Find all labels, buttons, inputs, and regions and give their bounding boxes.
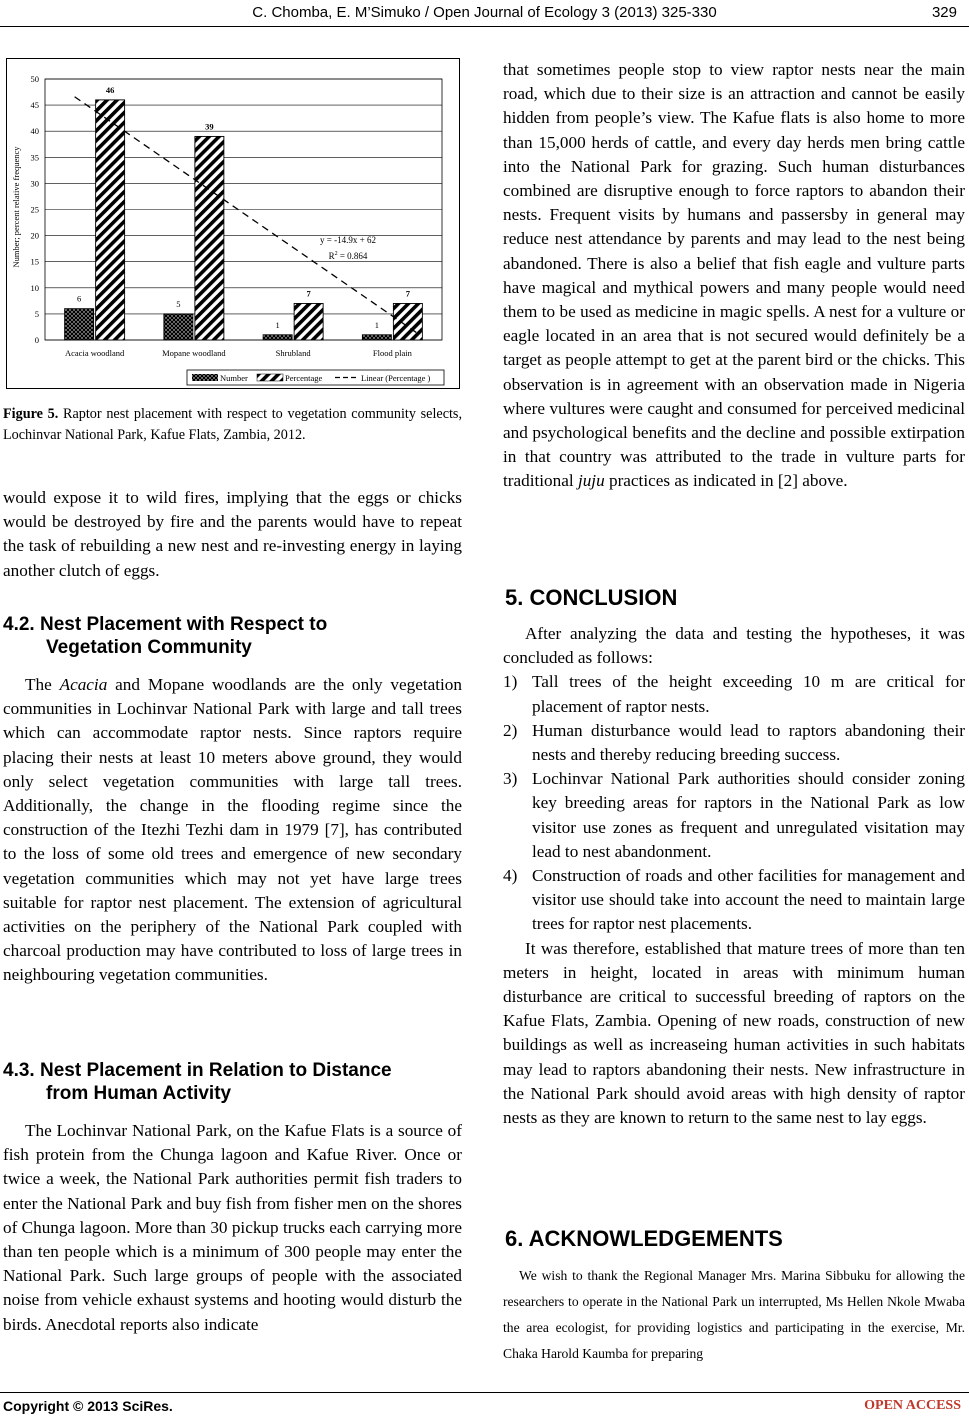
y-tick-label: 5 — [34, 308, 39, 319]
bar-number-2 — [263, 335, 292, 340]
chart-svg — [7, 59, 459, 388]
conclusion-item — [503, 670, 965, 718]
conclusion-list — [503, 670, 965, 936]
bar-number-3 — [362, 335, 391, 340]
conclusion-item-text: Human disturbance would lead to raptors abandoning their nests and thereby reducing breeding success. — [532, 720, 965, 765]
running-title: C. Chomba, E. M’Simuko / Open Journal of Ecology 3 (2013) 325-330 — [252, 4, 717, 21]
page-number: 329 — [931, 4, 957, 21]
y-tick-label: 40 — [30, 126, 39, 137]
conclusion-item — [503, 767, 965, 864]
figure-caption — [3, 404, 462, 446]
figure-5-chart — [6, 58, 460, 389]
x-tick-label: Shrubland — [275, 348, 311, 358]
acknowledgements-body — [503, 1263, 965, 1367]
header-divider — [0, 26, 969, 27]
data-label: 6 — [77, 293, 82, 304]
data-label: 5 — [176, 298, 181, 309]
data-label: 7 — [306, 288, 311, 299]
section-4-3-title-line2: from Human Activity — [46, 1083, 232, 1104]
x-tick-label: Flood plain — [372, 348, 412, 358]
section-4-2-body — [3, 673, 462, 988]
section-4-3-heading — [3, 1059, 392, 1105]
y-tick-label: 30 — [30, 178, 39, 189]
legend-label-percentage: Percentage — [285, 373, 323, 383]
conclusion-body — [503, 622, 965, 1130]
section-6-heading: 6. ACKNOWLEDGEMENTS — [505, 1226, 783, 1251]
chart-legend — [187, 370, 444, 385]
conclusion-para: It was therefore, established that mature trees of more than ten meters in height, located in areas with minimum human disturbance are critical to successful breeding of raptors on the Kafue Flats, Zambia. Opening of new roads, construction of new buildings as well as increaseing human activities in such habitats may lead to raptors abandoning their nests. New infrastructure in the National Park should avoid areas with high density of raptor nests as they are known to return to the same nest to lay eggs. — [503, 938, 965, 1128]
y-tick-label: 25 — [30, 204, 39, 215]
conclusion-item-number: 2) — [503, 720, 518, 740]
data-label: 1 — [374, 319, 379, 330]
para2-rest: and Mopane woodlands are the only vegetation communities in Lochinvar National Park with large and tall trees which can accommodate raptor nests. Since raptors require placing their nests at least 10 meters above ground, they would only select vegetation communities with large tall trees. Additionally, the change in the flooding regime since the construction of the Itezhi Tezhi dam in 1979 [7], has contributed to the loss of some old trees and emergence of new secondary vegetation communities which may not yet have large trees suitable for raptor nest placement. The extension of agricultural activities on the periphery of the National Park coupled with charcoal production may have contributed to loss of large trees in neighbouring vegetation communities. — [3, 675, 462, 985]
right-para-1b: practices as indicated in [2] above. — [604, 471, 848, 491]
acknowledgements-para: We wish to thank the Regional Manager Mrs. Marina Sibbuku for allowing the researchers to operate in the National Park un interrupted, Ms Hellen Nkole Mwaba the area ecologist, for providing logistics and participating in the exercise, Mr. Chaka Harold Kaumba for preparing — [503, 1268, 965, 1361]
caption-text: Raptor nest placement with respect to vegetation community selects, Lochinvar National Park, Kafue Flats, Zambia, 2012. — [3, 406, 463, 443]
y-tick-label: 0 — [34, 335, 39, 345]
running-header — [0, 2, 969, 26]
conclusion-item-text: Construction of roads and other facilities for management and visitor use should take into account the need to maintain large trees for raptor nest placements. — [532, 866, 965, 934]
legend-label-linear: Linear (Percentage ) — [361, 373, 431, 383]
data-label: 1 — [275, 319, 280, 330]
y-tick-label: 15 — [30, 256, 39, 267]
y-tick-label: 20 — [30, 230, 39, 241]
x-tick-label: Acacia woodland — [65, 348, 125, 358]
trend-r2: $R^2 = 0.864$ — [328, 251, 368, 261]
trendline-line — [75, 97, 421, 336]
section-4-3-body — [3, 1119, 462, 1337]
left-para-2 — [3, 673, 462, 988]
y-tick-label: 50 — [30, 74, 39, 84]
chart-trendline — [75, 97, 421, 336]
x-tick-label: Mopane woodland — [162, 348, 226, 358]
right-para-1 — [503, 58, 965, 494]
conclusion-item-number: 3) — [503, 769, 518, 789]
y-tick-label: 10 — [30, 282, 39, 293]
section-5-heading: 5. CONCLUSION — [505, 585, 678, 610]
bar-number-1 — [164, 314, 193, 340]
caption-label: Figure 5. — [3, 406, 59, 422]
data-label: 46 — [105, 84, 115, 95]
para2-pre: The — [25, 675, 60, 694]
right-column-top — [503, 58, 965, 494]
legend-swatch-number — [192, 374, 218, 381]
section-4-3-title-line1: Nest Placement in Relation to Distance — [39, 1060, 392, 1081]
open-access-label: OPEN ACCESS — [864, 1398, 961, 1413]
left-column — [3, 486, 462, 583]
legend-swatch-percentage — [257, 374, 283, 381]
bar-percentage-0 — [96, 100, 125, 340]
conclusion-item — [503, 864, 965, 937]
y-axis-label: Number; percent relative frequency — [11, 146, 21, 268]
conclusion-intro: After analyzing the data and testing the hypotheses, it was concluded as follows: — [503, 624, 965, 668]
conclusion-item-text: Lochinvar National Park authorities should consider zoning key breeding areas for raptors in the National Park as low visitor use zones as frequent and unregulated visitation may lead to nest abandonment. — [532, 769, 965, 861]
copyright-text: Copyright © 2013 SciRes. — [3, 1398, 173, 1414]
section-4-2-heading — [3, 613, 327, 659]
data-label: 39 — [205, 121, 214, 132]
section-4-2-number: 4.2. — [3, 614, 35, 635]
bar-percentage-1 — [195, 136, 224, 340]
conclusion-item — [503, 719, 965, 767]
conclusion-item-text: Tall trees of the height exceeding 10 m are critical for placement of raptor nests. — [532, 672, 965, 716]
bar-percentage-2 — [294, 303, 323, 340]
data-label: 7 — [405, 288, 410, 299]
conclusion-item-number: 1) — [503, 672, 518, 692]
section-4-2-title-line1: Nest Placement with Respect to — [39, 614, 328, 635]
footer-divider — [0, 1392, 969, 1393]
right-para-1-italic: juju — [577, 471, 605, 491]
trend-equation: y = -14.9x + 62 — [320, 235, 376, 245]
legend-label-number: Number — [220, 373, 248, 383]
y-tick-label: 45 — [30, 100, 39, 111]
section-4-3-number: 4.3. — [3, 1060, 35, 1081]
bar-percentage-3 — [393, 303, 422, 340]
y-tick-label: 35 — [30, 152, 39, 163]
chart-bars — [65, 100, 423, 340]
left-para-3: The Lochinvar National Park, on the Kafue Flats is a source of fish protein from the Chunga lagoon and Kafue River. Once or twice a week, the National Park authorities permit fish traders to enter the National Park and buy fish from fisher men on the shores of Chunga lagoon. More than 30 pickup trucks each carrying more than ten people which is a minimum of 300 people may enter the National Park. Such large groups of people with the associated noise from vehicle exhaust systems and hooting would disturb the birds. Anecdotal reports also indicate — [3, 1121, 462, 1334]
conclusion-item-number: 4) — [503, 866, 518, 886]
right-para-1a: that sometimes people stop to view raptor nests near the main road, which due to their size is an attraction and cannot be easily hidden from people’s view. The Kafue flats is also home to more than 15,000 herds of cattle, and every day herds men bring cattle into the National Park for grazing. Such human disturbances combined are disruptive enough to force raptors to abandon their nests. Frequent visits by humans and passersby in general may reduce nest attendance by parents and may lead to the nest being abandoned. There is also a belief that fish eagle and vulture parts have magical and mythical powers and many people would need them to be used as medicine in magic spells. A nest for a vulture or eagle located in an area that is not secured would definitely be a target as people attempt to get at the parent bird or the chicks. This observation is in agreement with an observation made in Nigeria where vultures were caught and consumed for perceived medicinal and psychological benefits and the decline and possible extirpation in that country was attributed to the trade in vulture parts for traditional — [503, 60, 965, 491]
left-para-1: would expose it to wild fires, implying that the eggs or chicks would be destroyed by fire and the parents would have to repeat the task of rebuilding a new nest and re-investing energy in laying another clutch of eggs. — [3, 488, 462, 580]
section-4-2-title-line2: Vegetation Community — [46, 637, 252, 658]
bar-number-0 — [65, 309, 94, 340]
para2-italic: Acacia — [59, 675, 108, 694]
